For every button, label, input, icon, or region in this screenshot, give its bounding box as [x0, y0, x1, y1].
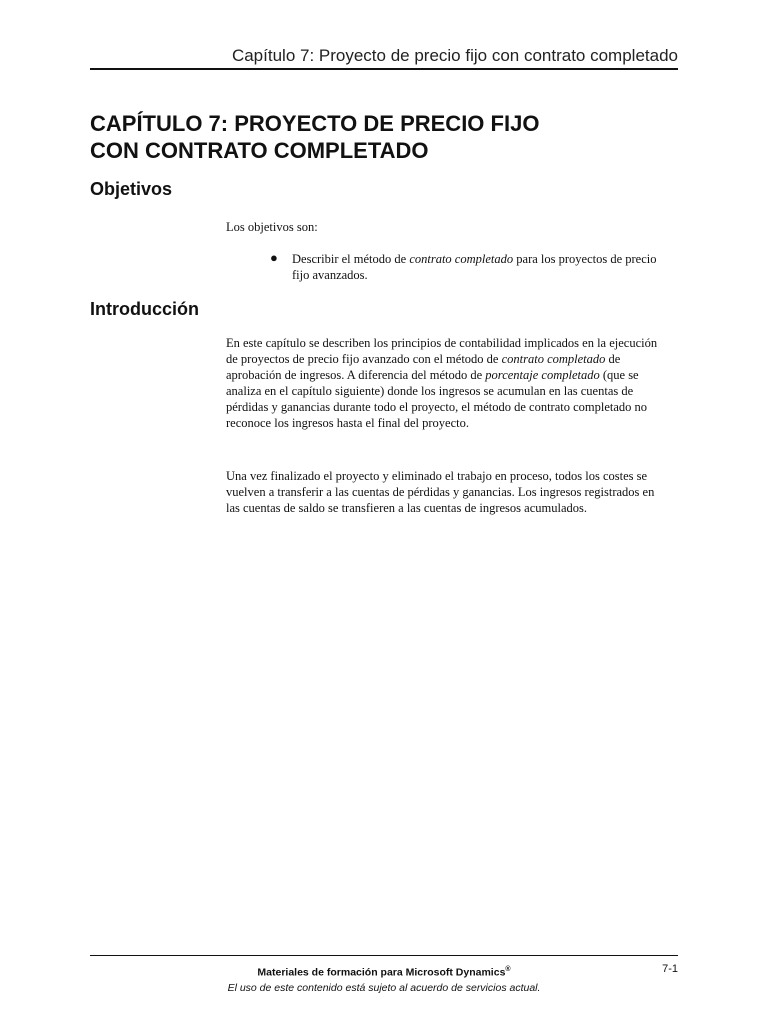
footer-title-text: Materiales de formación para Microsoft Dynamics: [257, 966, 506, 979]
bullet-icon: ●: [270, 250, 278, 265]
footer-title: [0, 966, 768, 979]
objective-text-after: para los proyectos de precio fijo avanzados.: [292, 252, 657, 282]
chapter-title: [90, 110, 650, 164]
intro-p1-italic2: porcentaje completado: [485, 368, 600, 382]
chapter-title-line-1: CAPÍTULO 7: PROYECTO DE PRECIO FIJO: [90, 111, 540, 136]
objectives-heading: Objetivos: [90, 179, 173, 199]
trademark-symbol: ®: [505, 966, 511, 973]
objectives-lead: Los objetivos son:: [226, 220, 318, 234]
chapter-title-line-2: CON CONTRATO COMPLETADO: [90, 138, 429, 163]
objective-text-before: Describir el método de: [292, 252, 410, 266]
introduction-paragraph-2: Una vez finalizado el proyecto y eliminado el trabajo en proceso, todos los costes se vuelven a transferir a las cuentas de pérdidas y ganancias. Los ingresos registrados en las cuentas de saldo se transfieren a las cuentas de ingresos acumulados.: [226, 469, 655, 515]
footer-rule: [90, 955, 678, 956]
introduction-paragraph-1: [226, 335, 666, 431]
intro-p1-italic1: contrato completado: [501, 352, 606, 366]
objective-item: [270, 251, 660, 283]
introduction-heading: Introducción: [90, 299, 199, 319]
footer-note: El uso de este contenido está sujeto al acuerdo de servicios actual.: [227, 982, 541, 994]
running-header: Capítulo 7: Proyecto de precio fijo con contrato completado: [231, 46, 678, 65]
page-number: 7-1: [662, 963, 678, 975]
intro-p1-part3: (que se analiza en el capítulo siguiente) donde los ingresos se acumulan en las cuentas de pérdidas y ganancias durante todo el proyecto, el método de contrato completado no reconoce los ingresos hasta el final del proyecto.: [226, 368, 648, 430]
objectives-list: [270, 251, 660, 283]
header-rule: [90, 68, 678, 70]
intro-p1-part1: En este capítulo se describen los principios de contabilidad implicados en la ejecución de proyectos de precio fijo avanzado con el método de: [226, 336, 658, 366]
objective-text-italic: contrato completado: [409, 252, 514, 266]
intro-p1-part2: de aprobación de ingresos. A diferencia del método de: [226, 352, 621, 382]
